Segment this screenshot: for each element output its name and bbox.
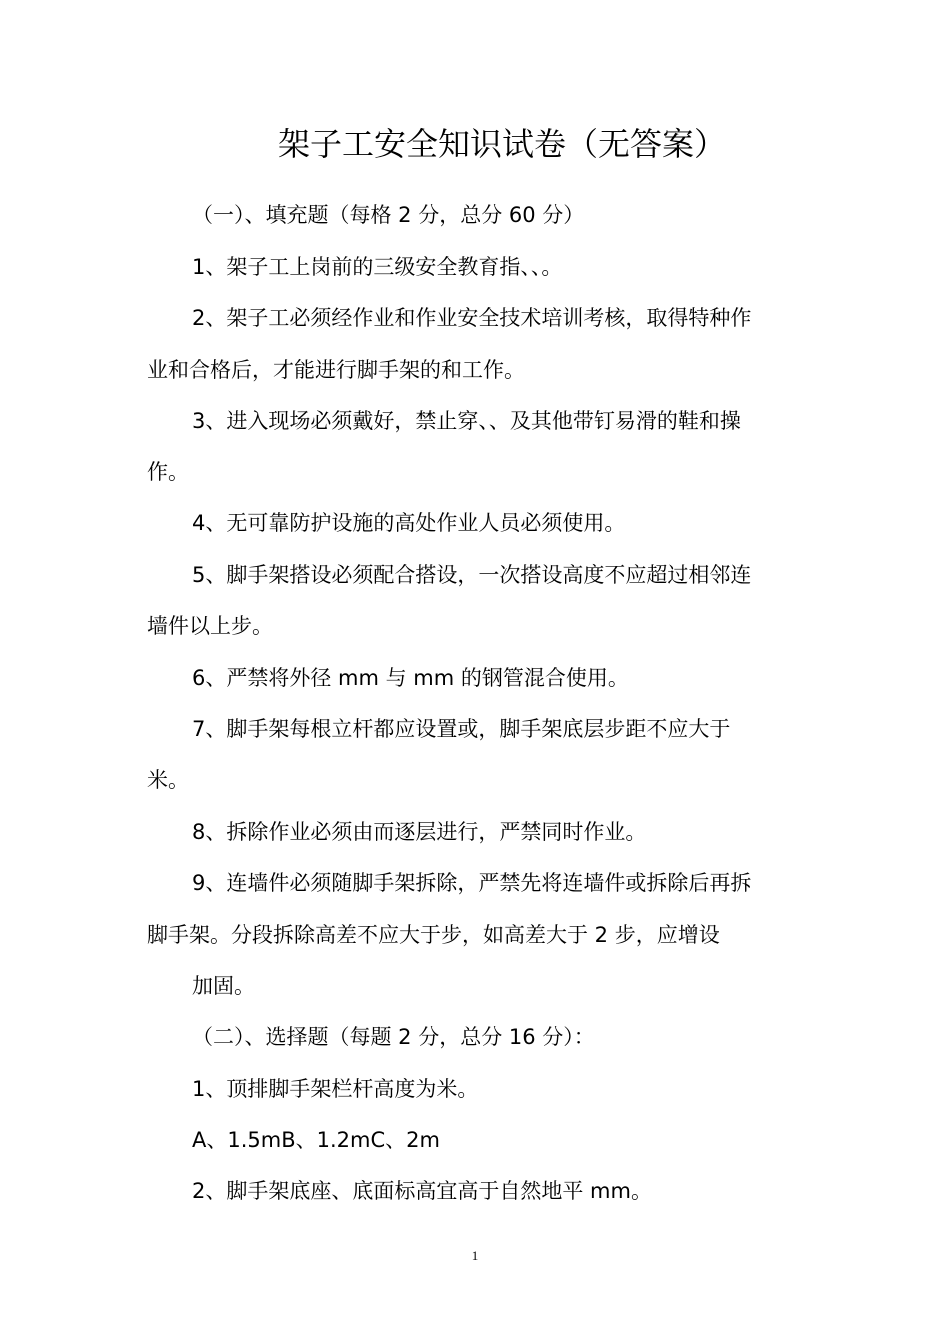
section-heading-fill-in: （一）、填充题（每格 2 分，总分 60 分） xyxy=(192,203,585,227)
choice-question-2: 2、脚手架底座、底面标高宜高于自然地平 mm。 xyxy=(192,1179,652,1203)
choice-question-1-options: A、1.5mB、1.2mC、2m xyxy=(192,1128,440,1152)
question-6: 6、严禁将外径 mm 与 mm 的钢管混合使用。 xyxy=(192,666,629,690)
question-5-line-2: 墙件以上步。 xyxy=(147,614,273,638)
choice-question-1: 1、顶排脚手架栏杆高度为米。 xyxy=(192,1077,479,1101)
question-7-line-1: 7、脚手架每根立杆都应设置或，脚手架底层步距不应大于 xyxy=(192,717,731,741)
document-title: 架子工安全知识试卷（无答案） xyxy=(277,125,726,163)
question-1: 1、架子工上岗前的三级安全教育指、、。 xyxy=(192,255,563,279)
question-3-line-1: 3、进入现场必须戴好，禁止穿、、及其他带钉易滑的鞋和操 xyxy=(192,409,741,433)
question-2-line-1: 2、架子工必须经作业和作业安全技术培训考核，取得特种作 xyxy=(192,306,752,330)
question-2-line-2: 业和合格后，才能进行脚手架的和工作。 xyxy=(147,358,525,382)
page-number: 1 xyxy=(471,1248,479,1263)
question-9-line-2: 脚手架。分段拆除高差不应大于步，如高差大于 2 步，应增设 xyxy=(147,923,720,947)
question-3-line-2: 作。 xyxy=(147,460,189,484)
question-8: 8、拆除作业必须由而逐层进行，严禁同时作业。 xyxy=(192,820,647,844)
section-heading-multiple-choice: （二）、选择题（每题 2 分，总分 16 分）： xyxy=(192,1025,595,1049)
question-9-line-1: 9、连墙件必须随脚手架拆除，严禁先将连墙件或拆除后再拆 xyxy=(192,871,752,895)
question-4: 4、无可靠防护设施的高处作业人员必须使用。 xyxy=(192,511,626,535)
question-5-line-1: 5、脚手架搭设必须配合搭设，一次搭设高度不应超过相邻连 xyxy=(192,563,752,587)
question-7-line-2: 米。 xyxy=(147,768,189,792)
question-9-line-3: 加固。 xyxy=(192,974,255,998)
